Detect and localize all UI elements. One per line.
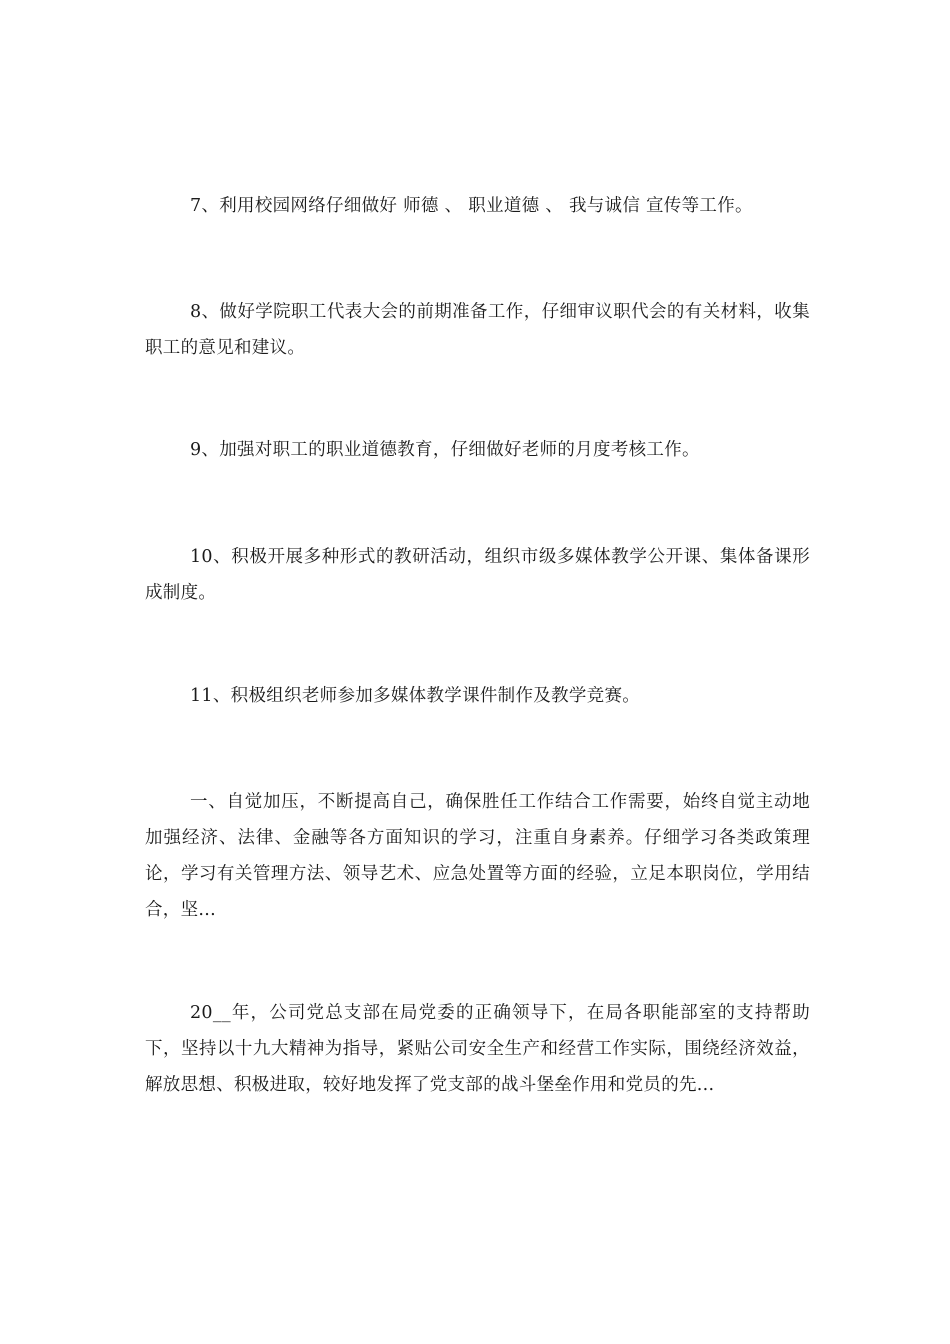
paragraph-item-9: 9、加强对职工的职业道德教育，仔细做好老师的月度考核工作。 bbox=[190, 440, 700, 460]
excerpt-party-branch-summary: 20__年，公司党总支部在局党委的正确领导下，在局各职能部室的支持帮助下，坚持以十九大精神为指导，紧贴公司安全生产和经营工作实际，围绕经济效益，解放思想、积极进取，较好地发挥了党支部的战斗堡垒作用和党员的先... bbox=[145, 1003, 810, 1095]
paragraph-item-11: 11、积极组织老师参加多媒体教学课件制作及教学竞赛。 bbox=[190, 686, 641, 706]
excerpt-self-improvement: 一、自觉加压，不断提高自己，确保胜任工作结合工作需要，始终自觉主动地加强经济、法律、金融等各方面知识的学习，注重自身素养。仔细学习各类政策理论，学习有关管理方法、领导艺术、应急处置等方面的经验，立足本职岗位，学用结合，坚... bbox=[145, 792, 810, 920]
paragraph-item-7: 7、利用校园网络仔细做好 师德 、 职业道德 、 我与诚信 宣传等工作。 bbox=[190, 196, 753, 216]
paragraph-item-8: 8、做好学院职工代表大会的前期准备工作，仔细审议职代会的有关材料，收集职工的意见和建议。 bbox=[145, 302, 810, 358]
paragraph-item-10: 10、积极开展多种形式的教研活动，组织市级多媒体教学公开课、集体备课形成制度。 bbox=[145, 547, 810, 603]
